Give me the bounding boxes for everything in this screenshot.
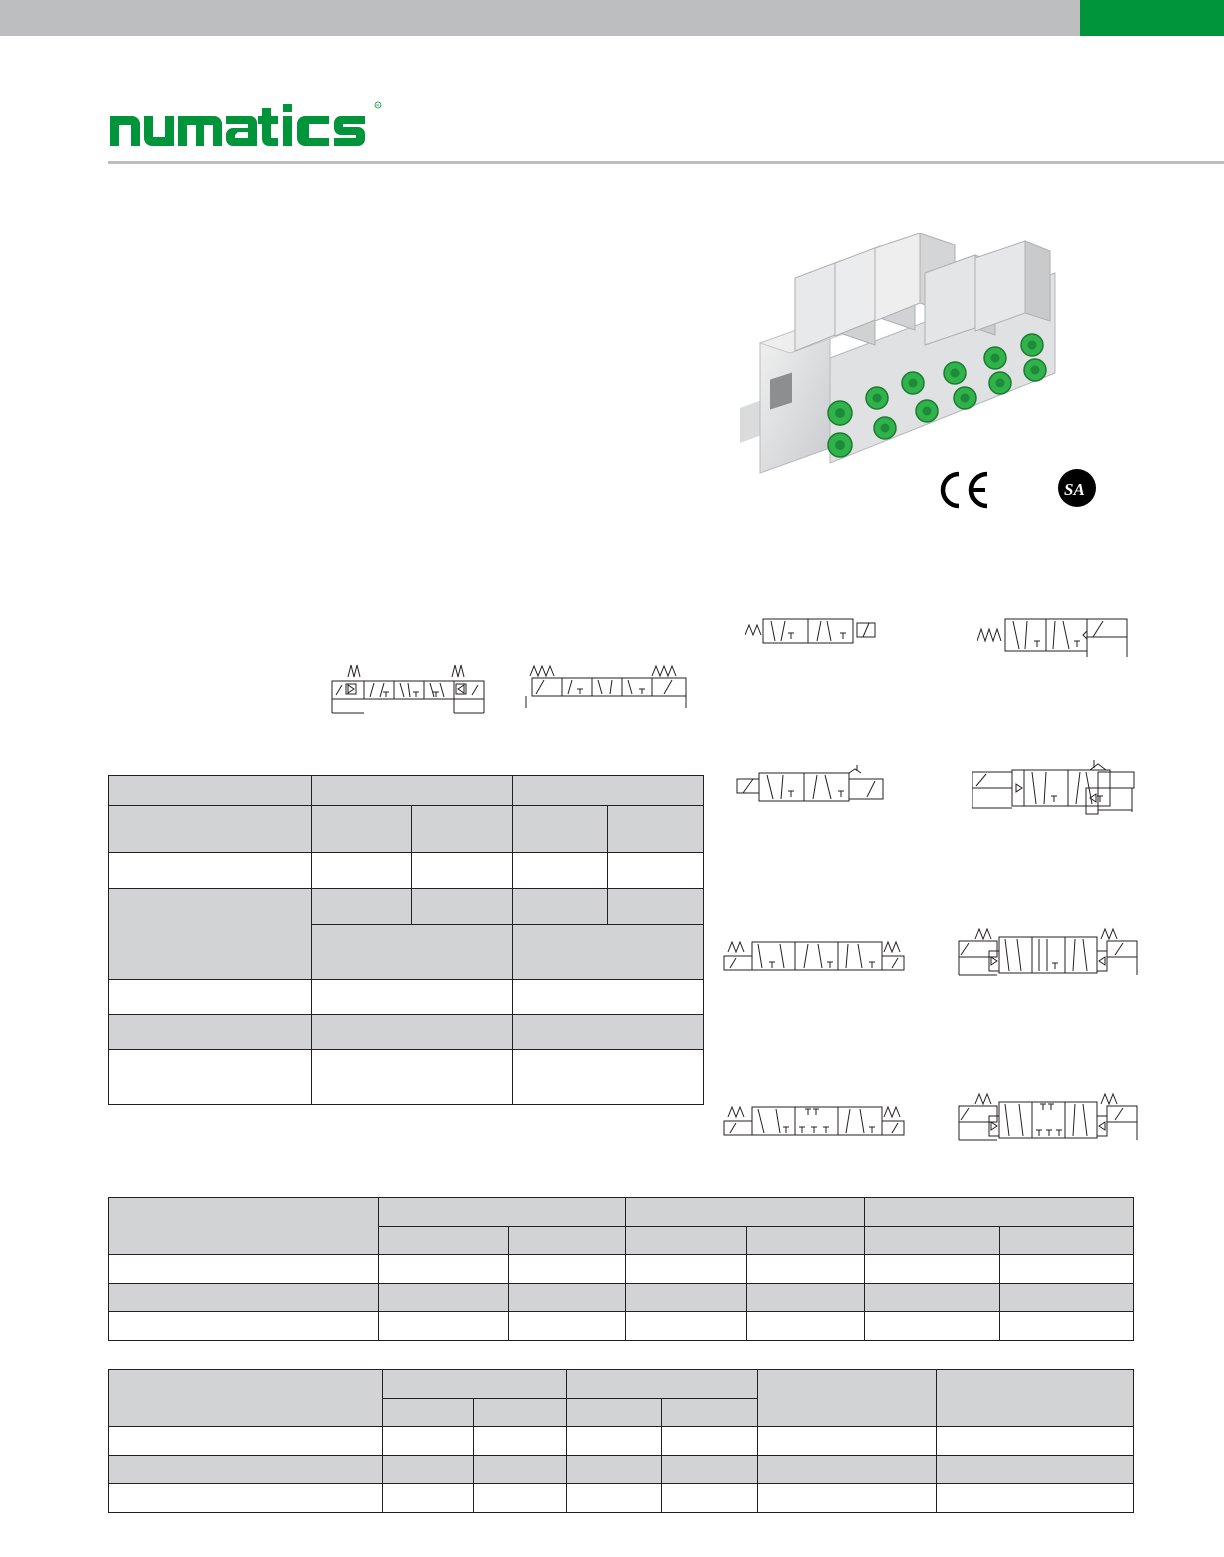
table-cell [312, 806, 412, 853]
three-position-open-center-symbol-icon [722, 938, 907, 974]
table-cell [747, 1284, 865, 1312]
table-cell [513, 925, 704, 980]
table-cell [379, 1198, 626, 1227]
table-cell [662, 1427, 758, 1456]
table-cell [608, 853, 704, 889]
table-cell [865, 1227, 1000, 1255]
single-solenoid-detent-symbol-icon [735, 765, 885, 805]
table-cell [474, 1399, 567, 1427]
table-cell [513, 806, 608, 853]
table-cell [383, 1427, 474, 1456]
single-air-pilot-spring-return-symbol-icon [977, 617, 1137, 661]
table-cell [109, 1284, 379, 1312]
table-cell [937, 1370, 1134, 1427]
table-cell [383, 1399, 474, 1427]
table-cell [1000, 1312, 1134, 1341]
table-cell [109, 1015, 312, 1050]
table-cell [662, 1456, 758, 1484]
table-cell [383, 1370, 567, 1399]
table-cell [109, 1255, 379, 1284]
three-position-closed-center-symbol-icon [722, 1103, 907, 1139]
table-cell [312, 1015, 513, 1050]
table-cell [509, 1284, 626, 1312]
spec-table-2 [108, 1197, 1134, 1341]
table-cell [747, 1227, 865, 1255]
table-cell [379, 1227, 509, 1255]
table-cell [608, 806, 704, 853]
table-cell [567, 1427, 662, 1456]
csa-mark-icon [1056, 467, 1098, 509]
ce-mark-icon [935, 470, 991, 510]
table-cell [865, 1312, 1000, 1341]
table-cell [626, 1284, 747, 1312]
table-cell [865, 1284, 1000, 1312]
table-cell [109, 1050, 312, 1105]
table-cell [1000, 1227, 1134, 1255]
table-cell [509, 1312, 626, 1341]
numatics-logo [108, 100, 383, 152]
spec-table-1 [108, 775, 704, 1105]
table-cell [412, 889, 513, 925]
table-cell [747, 1312, 865, 1341]
table-cell [379, 1284, 509, 1312]
table-cell [567, 1456, 662, 1484]
table-cell [608, 889, 704, 925]
spec-table-3 [108, 1369, 1134, 1513]
table-cell [567, 1484, 662, 1513]
table-cell [109, 806, 312, 853]
table-cell [513, 1015, 704, 1050]
double-air-pilot-symbol-icon [524, 664, 689, 710]
three-position-open-center-solenoid-symbol-icon [955, 927, 1140, 977]
table-cell [312, 1050, 513, 1105]
table-cell [937, 1427, 1134, 1456]
table-cell [412, 853, 513, 889]
table-cell [312, 889, 412, 925]
table-cell [383, 1456, 474, 1484]
single-solenoid-spring-return-symbol-icon [745, 617, 880, 647]
table-cell [109, 1370, 383, 1427]
table-cell [626, 1255, 747, 1284]
table-cell [513, 980, 704, 1015]
table-cell [865, 1255, 1000, 1284]
table-cell [513, 853, 608, 889]
three-position-closed-center-solenoid-symbol-icon [955, 1092, 1140, 1142]
table-cell [109, 1484, 383, 1513]
svg-text:R: R [376, 102, 380, 108]
table-cell [626, 1312, 747, 1341]
table-cell [109, 776, 312, 806]
table-cell [412, 806, 513, 853]
table-cell [474, 1427, 567, 1456]
table-cell [513, 776, 704, 806]
table-cell [312, 776, 513, 806]
table-cell [379, 1312, 509, 1341]
table-cell [509, 1227, 626, 1255]
table-cell [662, 1399, 758, 1427]
table-cell [474, 1456, 567, 1484]
table-cell [312, 925, 513, 980]
table-cell [937, 1484, 1134, 1513]
double-solenoid-detent-symbol-icon [972, 760, 1137, 820]
table-cell [758, 1427, 937, 1456]
svg-text:SA: SA [1064, 480, 1085, 499]
valve-manifold-photo-icon [735, 233, 1065, 508]
table-cell [937, 1456, 1134, 1484]
table-cell [312, 853, 412, 889]
table-cell [513, 889, 608, 925]
table-cell [758, 1484, 937, 1513]
table-cell [758, 1456, 937, 1484]
header-green-accent [1080, 0, 1224, 36]
table-cell [379, 1255, 509, 1284]
table-cell [312, 980, 513, 1015]
table-cell [109, 889, 312, 980]
table-cell [1000, 1255, 1134, 1284]
table-cell [509, 1255, 626, 1284]
table-cell [109, 1456, 383, 1484]
table-cell [109, 1198, 379, 1255]
table-cell [626, 1198, 865, 1227]
table-cell [626, 1227, 747, 1255]
double-solenoid-air-pilot-symbol-icon [330, 663, 485, 715]
table-cell [513, 1050, 704, 1105]
table-cell [662, 1484, 758, 1513]
table-cell [109, 1312, 379, 1341]
table-cell [865, 1198, 1134, 1227]
header-gray-bar [0, 0, 1080, 36]
table-cell [747, 1255, 865, 1284]
table-cell [1000, 1284, 1134, 1312]
table-cell [567, 1399, 662, 1427]
table-cell [758, 1370, 937, 1427]
logo-underline-rule [108, 161, 1224, 164]
table-cell [109, 853, 312, 889]
table-cell [383, 1484, 474, 1513]
table-cell [567, 1370, 758, 1399]
table-cell [474, 1484, 567, 1513]
table-cell [109, 1427, 383, 1456]
table-cell [109, 980, 312, 1015]
